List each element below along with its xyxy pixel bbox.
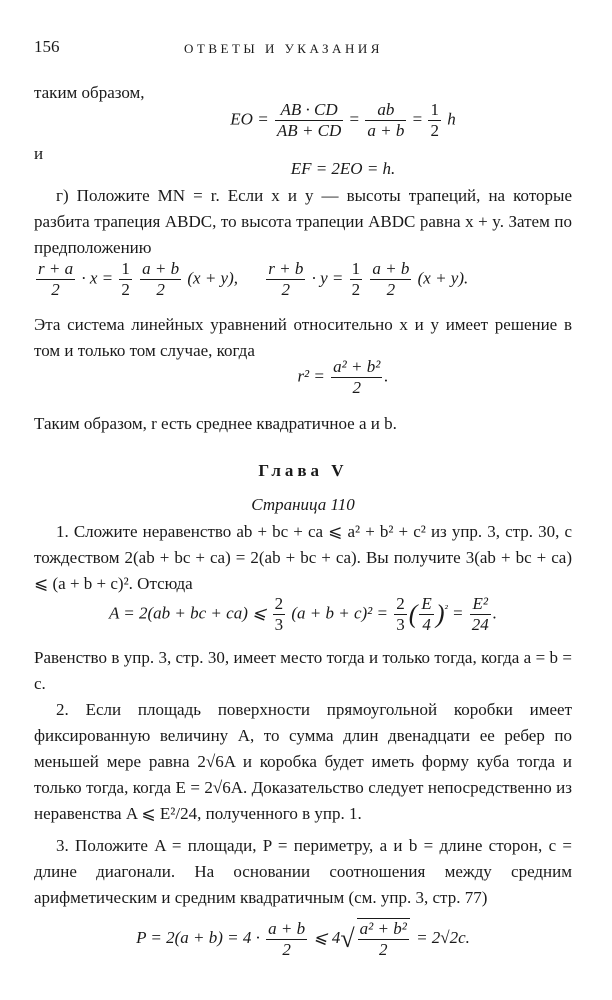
formula-system: $\frac{r + a}{2}$ · x = $\frac{1}{2}$ $\frac{a + b}{2}$ (x + y), $\frac{r + b}{2}$ · y = $\frac{1}{2}$ $\frac{a + b}{2}$ (x + y).: [38, 259, 469, 299]
paragraph-1b: Равенство в упр. 3, стр. 30, имеет место тогда и только тогда, когда a = b = c.: [34, 648, 572, 693]
paragraph-system: Эта система линейных уравнений относительно x и y имеет решение в том и только том случае, когда: [34, 315, 572, 360]
page-reference-heading: Страница 110: [251, 495, 355, 514]
paragraph-conclusion: Таким образом, r есть среднее квадратичное a и b.: [34, 414, 397, 433]
formula-eo: EO = $\frac{AB \cdot CD}{AB + CD}$ = $\frac{ab}{a + b}$ = $\frac{1}{2}$ h: [230, 100, 456, 140]
formula-ef: EF = 2EO = h.: [290, 159, 396, 178]
fraction: $\frac{1}{2}$: [430, 100, 439, 140]
fraction: $\frac{a + b}{2}$: [268, 918, 306, 959]
paragraph-2: 2. Если площадь поверхности прямоугольной коробки имеет фиксированную величину A, то сумма длин двенадцати ее ребер по меньшей мере равна 2√6A и коробка будет иметь форму куба тогда и только тогда, когда E = 2√6A. Доказательство следует непосредственно из неравенства A ⩽ E²/24, полученного в упр. 1.: [34, 700, 572, 823]
fraction: $\frac{E}{4}$: [421, 594, 432, 634]
formula-r-squared: r² = $\frac{\text{a² + b²}}{2}$ .: [297, 357, 389, 397]
running-title: ОТВЕТЫ И УКАЗАНИЯ: [184, 41, 383, 56]
fraction: $\frac{\text{E²}}{24}$: [471, 594, 489, 634]
page-number: 156: [34, 37, 60, 56]
fraction: $\frac{ab}{a + b}$: [367, 100, 405, 140]
fraction: $\frac{\text{a² + b²}}{2}$: [357, 918, 410, 960]
fraction: $\frac{1}{2}$: [351, 259, 361, 299]
text-i: и: [34, 144, 44, 163]
formula-p: P = 2(a + b) = 4 · $\frac{a + b}{2}$ ⩽ 4√ $\frac{\text{a² + b²}}{2}$ = 2√2c.: [136, 918, 470, 959]
page-header: [34, 34, 572, 58]
fraction: $\frac{2}{3}$: [274, 594, 284, 634]
chapter-heading: Глава V: [258, 461, 348, 480]
fraction: $\frac{AB \cdot CD}{AB + CD}$: [276, 100, 342, 140]
fraction: $\frac{\text{a² + b²}}{2}$: [333, 357, 381, 397]
paragraph-1a: 1. Сложите неравенство ab + bc + ca ⩽ a² + b² + c² из упр. 3, стр. 30, с тождеством 2(ab + bc + ca) = 2(ab + bc + ca). Вы получите 3(ab + bc + ca) ⩽ (a + b + c)². Отсюда: [34, 522, 572, 593]
paragraph-g: г) Положите MN = r. Если x и y — высоты трапеций, на которые разбита трапеция ABDC, то высота трапеции ABDC равна x + y. Затем по предположению: [34, 186, 572, 257]
fraction: $\frac{a + b}{2}$: [142, 259, 180, 299]
fraction: $\frac{2}{3}$: [396, 594, 405, 634]
text-tak-obrazom: таким образом,: [34, 83, 145, 102]
paragraph-3: 3. Положите A = площади, P = периметру, a и b = длине сторон, c = длине диагонали. На основании соотношения между средним арифметическим и средним квадратичным (см. упр. 3, стр. 77): [34, 836, 572, 907]
fraction: $\frac{r + b}{2}$: [268, 259, 304, 299]
fraction: $\frac{a + b}{2}$: [372, 259, 410, 299]
fraction: $\frac{r + a}{2}$: [38, 259, 74, 299]
formula-a: A = 2(ab + bc + ca) ⩽ $\frac{2}{3}$ (a + b + c)² = $\frac{2}{3}$ ( $\frac{E}{4}$ )$^{^2}$ = $\frac{\text{E²}}{24}$ .: [108, 594, 498, 634]
fraction: $\frac{1}{2}$: [121, 259, 130, 299]
